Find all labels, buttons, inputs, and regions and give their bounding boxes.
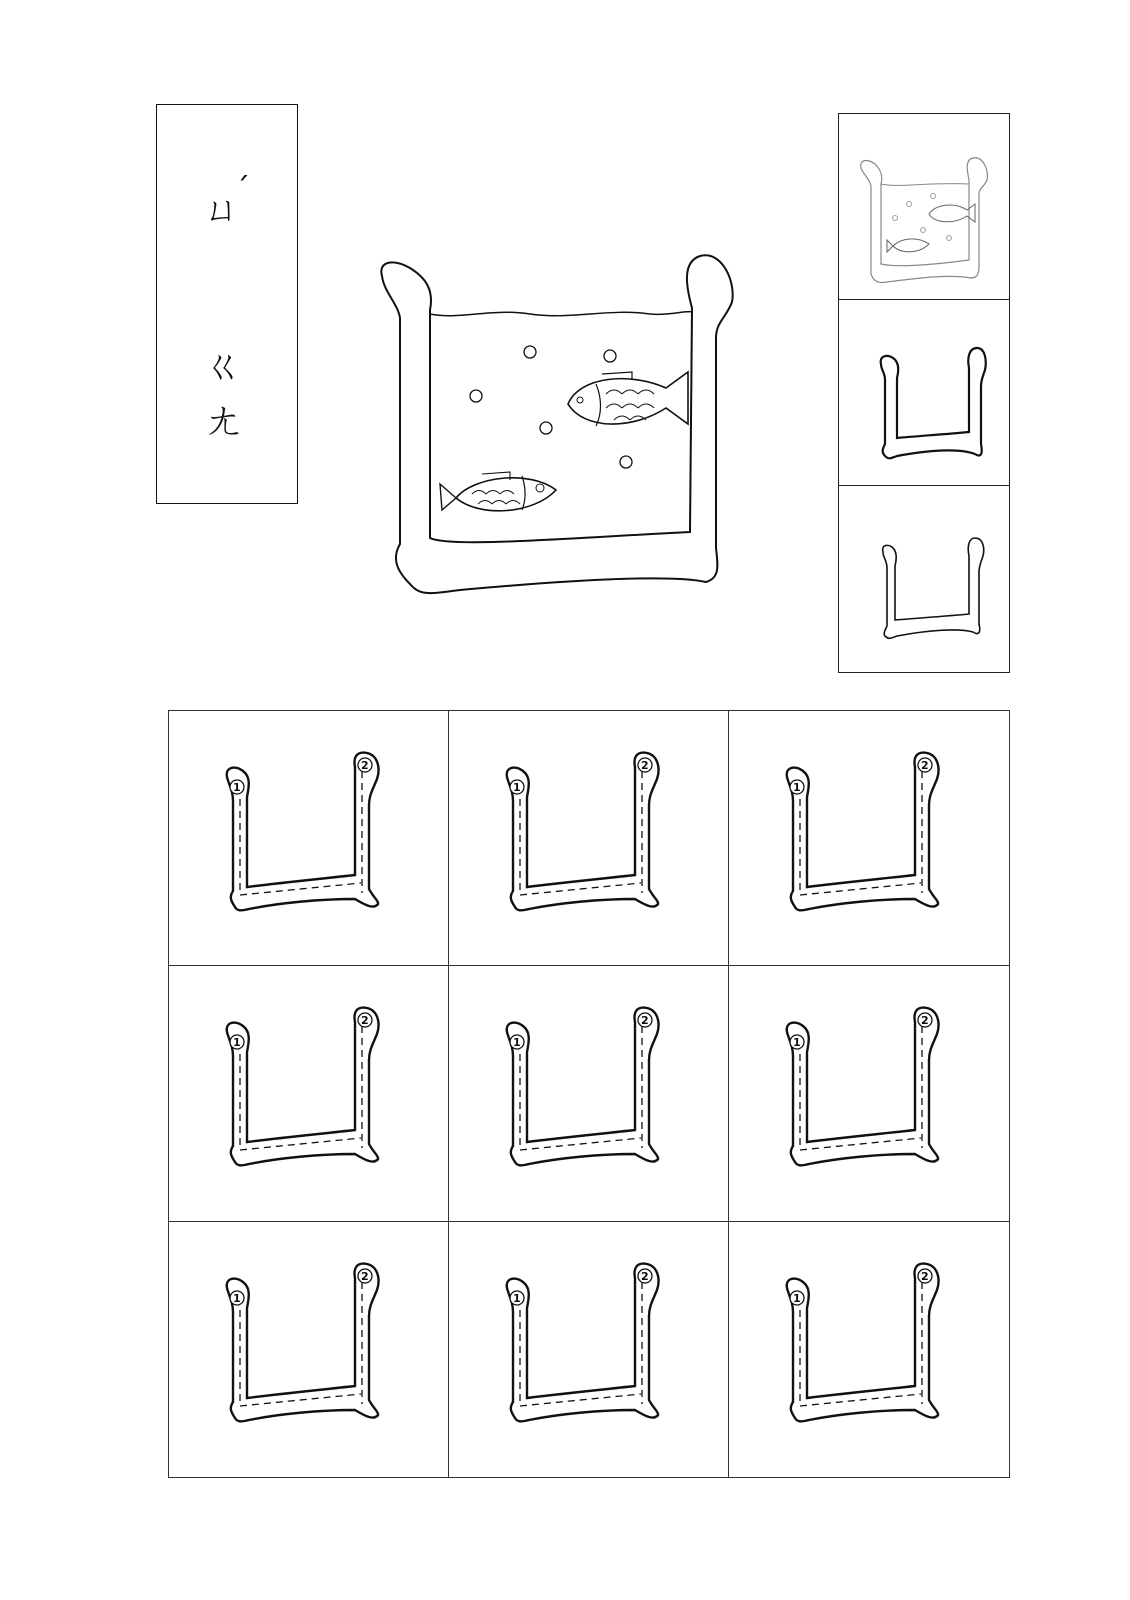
practice-cell[interactable] bbox=[729, 966, 1009, 1221]
trace-letter-icon bbox=[729, 711, 1009, 967]
practice-cell[interactable] bbox=[169, 966, 449, 1221]
phonetic-glyph-ge: ㄍ bbox=[203, 344, 243, 390]
reference-letter-outline bbox=[839, 300, 1009, 486]
svg-text:2: 2 bbox=[361, 759, 369, 772]
letter-plain-icon bbox=[839, 486, 1009, 672]
svg-text:1: 1 bbox=[513, 781, 521, 794]
svg-text:1: 1 bbox=[793, 1036, 801, 1050]
trace-letter-icon bbox=[449, 711, 729, 967]
svg-text:1: 1 bbox=[793, 1291, 801, 1305]
practice-cell[interactable] bbox=[729, 711, 1009, 966]
svg-text:2: 2 bbox=[641, 1269, 649, 1283]
practice-cell[interactable] bbox=[729, 1222, 1009, 1477]
svg-text:1: 1 bbox=[793, 781, 801, 794]
practice-cell[interactable] bbox=[169, 711, 449, 966]
mini-aquarium-icon bbox=[839, 114, 1009, 300]
svg-text:2: 2 bbox=[641, 1014, 649, 1028]
svg-text:2: 2 bbox=[361, 1014, 369, 1028]
svg-text:1: 1 bbox=[513, 1036, 521, 1050]
reference-picture bbox=[839, 114, 1009, 300]
svg-text:2: 2 bbox=[921, 1269, 929, 1283]
reference-column bbox=[838, 113, 1010, 673]
fish-icon bbox=[568, 372, 688, 426]
phonetic-label-box bbox=[156, 104, 298, 504]
trace-letter-icon bbox=[449, 1222, 729, 1478]
svg-text:2: 2 bbox=[921, 1014, 929, 1028]
svg-text:1: 1 bbox=[233, 1036, 241, 1050]
phonetic-glyph-yu: ㄩ bbox=[205, 190, 239, 230]
practice-cell[interactable] bbox=[449, 1222, 729, 1477]
tone-mark: ˊ bbox=[235, 172, 250, 207]
svg-text:1: 1 bbox=[233, 1291, 241, 1305]
svg-text:2: 2 bbox=[361, 1269, 369, 1283]
svg-text:2: 2 bbox=[641, 759, 649, 772]
phonetic-glyph-ang: ㄤ bbox=[203, 398, 243, 444]
reference-letter-plain bbox=[839, 486, 1009, 672]
svg-text:1: 1 bbox=[513, 1291, 521, 1305]
practice-cell[interactable] bbox=[449, 966, 729, 1221]
trace-letter-icon bbox=[169, 966, 449, 1222]
trace-letter-icon bbox=[169, 711, 449, 967]
practice-cell[interactable] bbox=[449, 711, 729, 966]
trace-letter-icon bbox=[729, 1222, 1009, 1478]
trace-letter-icon bbox=[729, 966, 1009, 1222]
practice-grid bbox=[168, 710, 1010, 1478]
letter-outline-icon bbox=[839, 300, 1009, 486]
trace-letter-icon bbox=[169, 1222, 449, 1478]
svg-text:2: 2 bbox=[921, 759, 929, 772]
fish-icon bbox=[440, 472, 556, 511]
trace-letter-icon bbox=[449, 966, 729, 1222]
aquarium-illustration bbox=[370, 248, 770, 608]
svg-text:1: 1 bbox=[233, 781, 241, 794]
practice-cell[interactable] bbox=[169, 1222, 449, 1477]
